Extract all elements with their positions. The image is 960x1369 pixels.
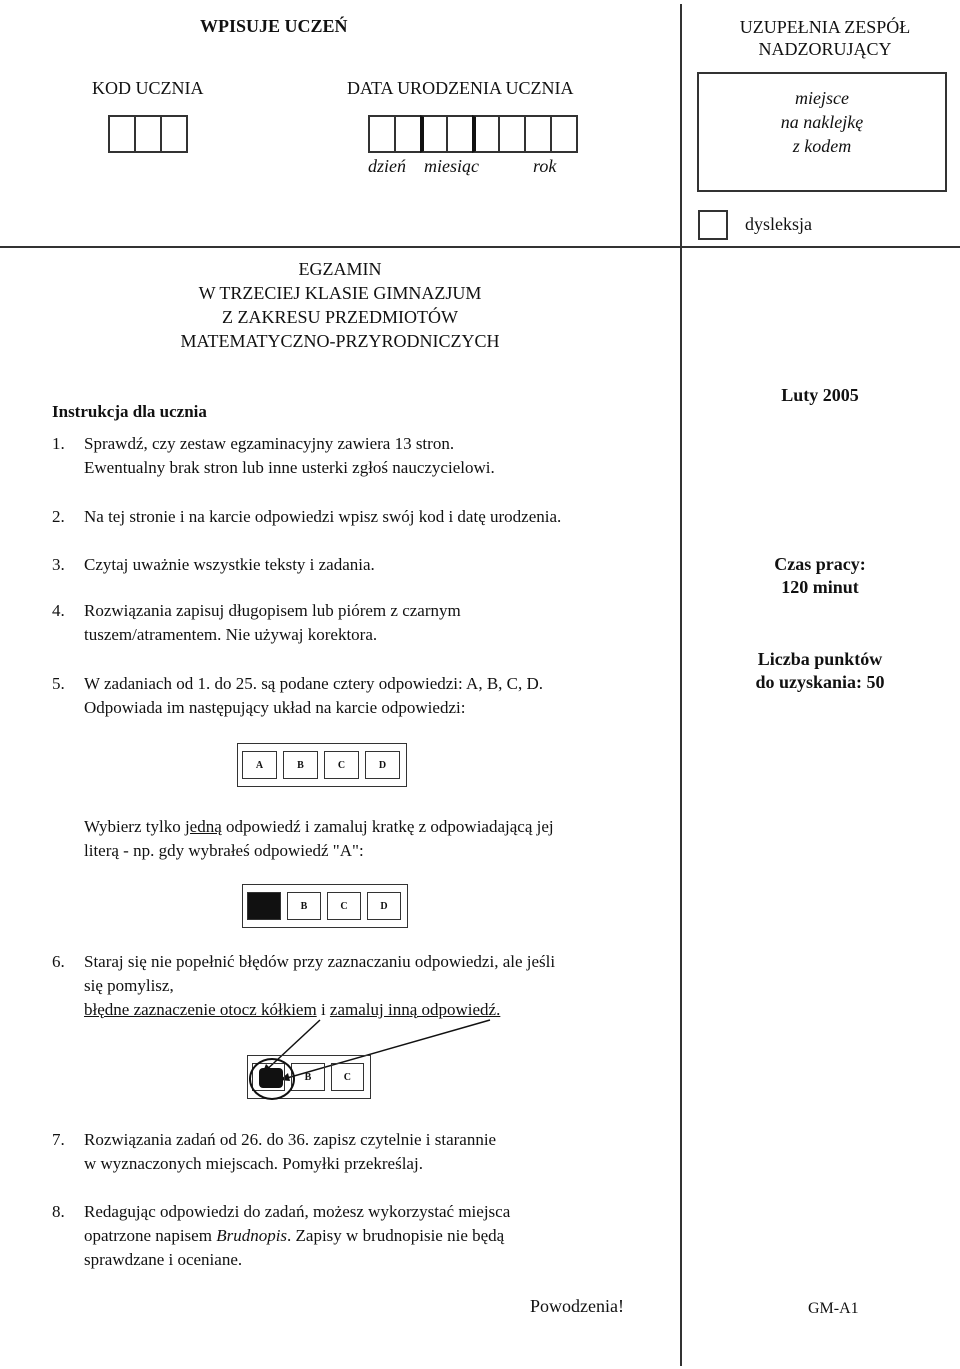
code-cell[interactable] xyxy=(108,115,136,153)
instruction-number: 1. xyxy=(52,434,65,453)
instruction-text: sprawdzane i oceniane. xyxy=(84,1250,243,1269)
instruction-text: Rozwiązania zapisuj długopisem lub piórem z czarnym xyxy=(84,601,461,620)
exam-date: Luty 2005 xyxy=(781,385,859,405)
answer-cell-c: C xyxy=(327,892,361,920)
instruction-3 xyxy=(52,553,672,578)
answer-cell-c: C xyxy=(324,751,359,779)
answer-cell-d: D xyxy=(365,751,400,779)
code-cell[interactable] xyxy=(134,115,162,153)
sticker-line1: miejsce xyxy=(795,88,849,108)
time-value: 120 minut xyxy=(781,577,859,597)
instruction-2 xyxy=(52,505,672,530)
instruction-text: tuszem/atramentem. Nie używaj korektora. xyxy=(84,625,378,644)
answer-correction-example xyxy=(247,1055,371,1099)
instruction-8 xyxy=(52,1200,672,1274)
exam-title-line2: W TRZECIEJ KLASIE GIMNAZJUM xyxy=(198,283,482,303)
instruction-number: 4. xyxy=(52,601,65,620)
instruction-5 xyxy=(52,672,672,722)
student-section-title: WPISUJE UCZEŃ xyxy=(200,16,348,36)
sticker-line2: na naklejkę xyxy=(780,112,864,132)
answer-cell-b: B xyxy=(283,751,318,779)
exam-title xyxy=(100,257,580,353)
instruction-text: Na tej stronie i na karcie odpowiedzi wpisz swój kod i datę urodzenia. xyxy=(84,507,562,526)
exam-code: GM-A1 xyxy=(808,1300,859,1317)
instruction-text xyxy=(84,815,554,838)
instruction-text: Odpowiada im następujący układ na karcie odpowiedzi: xyxy=(84,698,466,717)
birthdate-boxes[interactable] xyxy=(370,115,578,153)
points-line2: do uzyskania: 50 xyxy=(755,672,885,692)
code-cell[interactable] xyxy=(160,115,188,153)
instruction-number: 8. xyxy=(52,1202,65,1221)
good-luck-text: Powodzenia! xyxy=(530,1296,624,1316)
answer-layout-example xyxy=(237,743,407,787)
text-fragment: odpowiedź i zamaluj kratkę z odpowiadającą jej xyxy=(221,817,554,836)
day-cell[interactable] xyxy=(368,115,396,153)
answer-cell-a-filled xyxy=(247,892,281,920)
points-line1: Liczba punktów xyxy=(757,649,883,669)
year-cell[interactable] xyxy=(550,115,578,153)
header-bottom-rule xyxy=(0,246,960,248)
instruction-text: się pomylisz, xyxy=(84,976,174,995)
exam-title-line4: MATEMATYCZNO-PRZYRODNICZYCH xyxy=(180,331,500,351)
instruction-text: Rozwiązania zadań od 26. do 36. zapisz czytelnie i starannie xyxy=(84,1130,497,1149)
instruction-text xyxy=(84,1224,504,1247)
exam-title-line3: Z ZAKRESU PRZEDMIOTÓW xyxy=(222,307,458,327)
right-column-divider xyxy=(680,246,682,1366)
instruction-text: Redagując odpowiedzi do zadań, możesz wykorzystać miejsca xyxy=(84,1202,511,1221)
instruction-text: W zadaniach od 1. do 25. są podane cztery odpowiedzi: A, B, C, D. xyxy=(84,674,544,693)
month-cell[interactable] xyxy=(446,115,474,153)
year-cell[interactable] xyxy=(498,115,526,153)
exam-title-line1: EGZAMIN xyxy=(298,259,382,279)
dyslexia-label: dysleksja xyxy=(745,214,812,234)
points-info xyxy=(700,648,940,694)
sticker-box xyxy=(697,72,947,192)
dyslexia-checkbox[interactable] xyxy=(698,210,728,240)
text-fragment: Wybierz tylko xyxy=(84,817,185,836)
instruction-number: 6. xyxy=(52,952,65,971)
instruction-number: 3. xyxy=(52,555,65,574)
instruction-number: 2. xyxy=(52,507,65,526)
instruction-text: literą - np. gdy wybrałeś odpowiedź "A": xyxy=(84,841,364,860)
italic-text: Brudnopis xyxy=(216,1226,288,1245)
instruction-text: Sprawdź, czy zestaw egzaminacyjny zawiera 13 stron. xyxy=(84,434,455,453)
instruction-text: Czytaj uważnie wszystkie teksty i zadania. xyxy=(84,555,375,574)
underlined-text: zamaluj inną odpowiedź. xyxy=(329,1000,501,1019)
instruction-5-continued xyxy=(52,815,672,865)
answer-filled-example xyxy=(242,884,408,928)
month-cell[interactable] xyxy=(420,115,448,153)
instruction-text: Ewentualny brak stron lub inne usterki zgłoś nauczycielowi. xyxy=(84,458,495,477)
instruction-number: 7. xyxy=(52,1130,65,1149)
year-label: rok xyxy=(533,156,557,176)
instruction-6 xyxy=(52,950,672,1024)
birthdate-label: DATA URODZENIA UCZNIA xyxy=(347,78,574,98)
answer-cell-a: A xyxy=(242,751,277,779)
answer-cell-c: C xyxy=(331,1063,364,1091)
team-title-line2: NADZORUJĄCY xyxy=(758,39,892,59)
student-code-boxes[interactable] xyxy=(110,115,188,153)
text-fragment: i xyxy=(316,1000,330,1019)
text-fragment: opatrzone napisem xyxy=(84,1226,217,1245)
month-label: miesiąc xyxy=(424,156,479,176)
answer-cell-b: B xyxy=(291,1063,324,1091)
year-cell[interactable] xyxy=(472,115,500,153)
day-label: dzień xyxy=(368,156,406,176)
year-cell[interactable] xyxy=(524,115,552,153)
answer-cell-circled xyxy=(252,1063,285,1091)
team-section-title xyxy=(690,16,960,60)
underlined-text: błędne zaznaczenie otocz kółkiem xyxy=(84,1000,317,1019)
instructions-heading: Instrukcja dla ucznia xyxy=(52,402,207,421)
instruction-7 xyxy=(52,1128,672,1178)
answer-cell-b: B xyxy=(287,892,321,920)
team-title-line1: UZUPEŁNIA ZESPÓŁ xyxy=(739,17,911,37)
instruction-text: w wyznaczonych miejscach. Pomyłki przekreślaj. xyxy=(84,1154,423,1173)
answer-cell-d: D xyxy=(367,892,401,920)
instruction-text: Staraj się nie popełnić błędów przy zaznaczaniu odpowiedzi, ale jeśli xyxy=(84,952,556,971)
sticker-line3: z kodem xyxy=(792,136,852,156)
instruction-4 xyxy=(52,599,672,649)
sticker-text xyxy=(699,86,945,158)
header-divider xyxy=(680,4,682,246)
time-label: Czas pracy: xyxy=(774,554,866,574)
instruction-number: 5. xyxy=(52,674,65,693)
day-cell[interactable] xyxy=(394,115,422,153)
time-info xyxy=(700,553,940,599)
text-fragment: . Zapisy w brudnopisie nie będą xyxy=(287,1226,505,1245)
student-code-label: KOD UCZNIA xyxy=(92,78,204,98)
underlined-text: jedną xyxy=(184,817,222,836)
instruction-1 xyxy=(52,432,672,482)
